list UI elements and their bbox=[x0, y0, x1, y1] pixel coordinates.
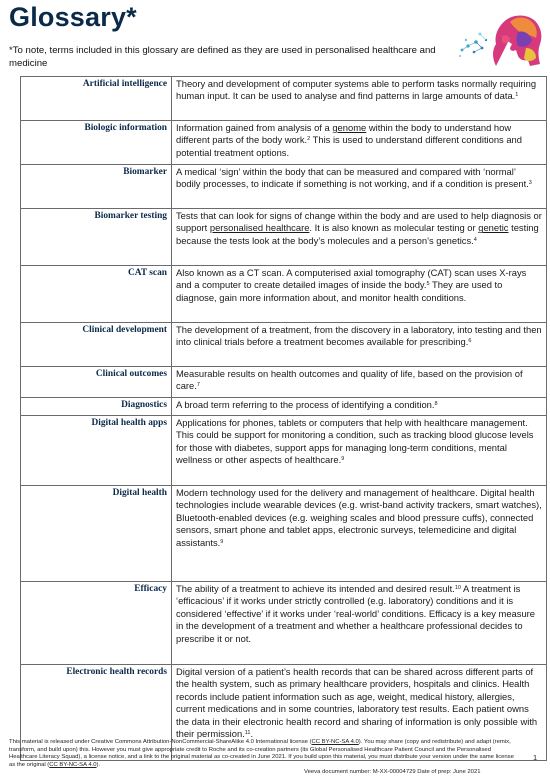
text-run: Theory and development of computer systems able to perform tasks normally requiring human input. It can be used to analyse and find patterns in large amounts of data. bbox=[176, 78, 537, 102]
glossary-row bbox=[21, 486, 547, 582]
reference-superscript: 10 bbox=[454, 585, 461, 591]
glossary-row bbox=[21, 323, 547, 367]
glossary-definition bbox=[172, 323, 547, 367]
page-title: Glossary* bbox=[9, 2, 137, 32]
glossary-row bbox=[21, 121, 547, 165]
reference-superscript: 9 bbox=[220, 538, 224, 545]
page-number: 1 bbox=[533, 753, 538, 762]
glossary-row bbox=[21, 77, 547, 121]
reference-superscript: 5 bbox=[426, 281, 430, 288]
linked-term[interactable]: CC BY-NC-SA 4.0 bbox=[49, 761, 97, 768]
glossary-definition bbox=[172, 398, 547, 416]
glossary-term: CAT scan bbox=[21, 266, 172, 323]
glossary-table bbox=[20, 76, 547, 761]
linked-term[interactable]: CC BY-NC-SA 4.0 bbox=[311, 739, 359, 745]
glossary-definition bbox=[172, 582, 547, 665]
glossary-term: Digital health bbox=[21, 486, 172, 582]
text-run: This is used to understand different conditions and potential treatment options. bbox=[176, 134, 522, 158]
text-run: Applications for phones, tablets or computers that help with healthcare management. This could be support for monitoring a condition, such as tracking blood glucose levels for those with diabetes, support apps for managing long-term conditions, mental wellness or other aspects of healthcare. bbox=[176, 417, 534, 466]
glossary-row bbox=[21, 367, 547, 398]
text-run: within the body to understand how different parts of the body work. bbox=[176, 122, 512, 146]
document-info: Veeva document number: M-XX-00004729 Date of prep: June 2021 bbox=[304, 769, 481, 776]
glossary-definition bbox=[172, 77, 547, 121]
license-notice bbox=[9, 739, 514, 768]
glossary-term: Efficacy bbox=[21, 582, 172, 665]
glossary-row bbox=[21, 416, 547, 486]
text-run: . bbox=[250, 728, 254, 740]
reference-superscript: 11 bbox=[244, 730, 251, 737]
text-run: This material is released under Creative Commons Attribution-NonCommercial-ShareAlike 4.0 International license ( bbox=[9, 739, 312, 745]
glossary-term: Biomarker testing bbox=[21, 209, 172, 266]
reference-superscript: 6 bbox=[468, 338, 472, 345]
text-run: ). bbox=[96, 761, 101, 768]
text-run: The ability of a treatment to achieve its intended and desired result. bbox=[176, 583, 455, 594]
glossary-term: Biologic information bbox=[21, 121, 172, 165]
text-run: Digital version of a patient’s health records that can be shared across different parts of the health system, such as primary healthcare providers, hospitals and clinics. Health records include patient information such as age, weight, medical history, allergies, current medications and in some countries, laboratory test results. Each patient owns the data in their electronic health record and sharing of information is only possible with their permission. bbox=[176, 666, 538, 740]
glossary-row bbox=[21, 398, 547, 416]
glossary-term: Electronic health records bbox=[21, 665, 172, 761]
text-run: The development of a treatment, from the discovery in a laboratory, into testing and then into clinical trials before a treatment becomes available for prescribing. bbox=[176, 324, 542, 348]
linked-term[interactable]: genetic bbox=[478, 222, 509, 234]
glossary-term: Clinical development bbox=[21, 323, 172, 367]
glossary-note: *To note, terms included in this glossary are defined as they are used in personalised healthcare and medicine bbox=[9, 45, 436, 69]
glossary-row bbox=[21, 266, 547, 323]
text-run: A broad term referring to the process of identifying a condition. bbox=[176, 399, 435, 410]
glossary-definition bbox=[172, 416, 547, 486]
reference-superscript: 9 bbox=[341, 456, 345, 463]
linked-term[interactable]: genome bbox=[332, 122, 367, 133]
reference-superscript: 1 bbox=[515, 92, 519, 99]
glossary-term: Clinical outcomes bbox=[21, 367, 172, 398]
text-run: Modern technology used for the delivery and management of healthcare. Digital health technologies include wearable devices (e.g. wrist-band activity trackers, smart watches), Bluetooth-enabled devices (e.g. weighing scales and blood pressure cuffs), connected sensors, smart phone and tablet apps, electronic surveys, telemedicine and digital assistants. bbox=[176, 487, 542, 548]
glossary-definition bbox=[172, 165, 547, 209]
footer bbox=[9, 739, 514, 777]
linked-term[interactable]: personalised healthcare bbox=[209, 222, 310, 234]
glossary-definition bbox=[172, 486, 547, 582]
glossary-term: Artificial intelligence bbox=[21, 77, 172, 121]
glossary-row bbox=[21, 165, 547, 209]
glossary-term: Diagnostics bbox=[21, 398, 172, 416]
text-run: ). You may share (copy and redistribute) and adapt (remix, transform, and build upon) this. However you must give appropriate credit to Roche and its co-creation partners (its Global Personalised Healthcare Patient Council and the Personalised Healthcare Literacy Squad), a license notice, and a link to the original material as co-created in June 2021. If you build upon this material, you must distribute your version under the same license as the original ( bbox=[9, 739, 514, 768]
text-run: Information gained from analysis of a bbox=[176, 122, 333, 133]
text-run: They are used to diagnose, gain more information about, and monitor health conditions. bbox=[176, 279, 503, 303]
glossary-definition bbox=[172, 367, 547, 398]
reference-superscript: 4 bbox=[473, 236, 477, 243]
text-run: Also known as a CT scan. A computerised axial tomography (CAT) scan uses X-rays and a computer to create detailed images of inside the body. bbox=[176, 267, 527, 291]
glossary-definition bbox=[172, 209, 547, 266]
glossary-definition bbox=[172, 266, 547, 323]
text-run: Tests that can look for signs of change within the body and are used to help diagnosis or support bbox=[176, 210, 542, 234]
text-run: A treatment is ‘efficacious’ if it works under strictly controlled (e.g. laboratory) conditions and it is considered ‘effective’ if it works under ‘real-world’ conditions. Efficacy is a key measure in the development of a treatment and whether a healthcare professional decides to prescribe it or not. bbox=[176, 583, 536, 644]
reference-superscript: 8 bbox=[434, 401, 438, 407]
text-run: . It is also known as molecular testing or bbox=[309, 222, 479, 234]
glossary-term: Biomarker bbox=[21, 165, 172, 209]
glossary-term: Digital health apps bbox=[21, 416, 172, 486]
reference-superscript: 3 bbox=[528, 180, 532, 187]
reference-superscript: 7 bbox=[196, 382, 200, 389]
text-run: A medical ‘sign’ within the body that can be measured and compared with ‘normal’ bodily processes, to indicate if something is not working, and if a condition is present. bbox=[176, 166, 529, 190]
glossary-row bbox=[21, 582, 547, 665]
reference-superscript: 2 bbox=[307, 136, 311, 143]
glossary-row bbox=[21, 209, 547, 266]
text-run: Measurable results on health outcomes and quality of life, based on the provision of care. bbox=[176, 368, 523, 392]
glossary-definition bbox=[172, 121, 547, 165]
text-run: testing because the tests look at the body’s molecules and a person’s genetics. bbox=[176, 222, 539, 246]
head-profile-logo bbox=[452, 6, 544, 70]
